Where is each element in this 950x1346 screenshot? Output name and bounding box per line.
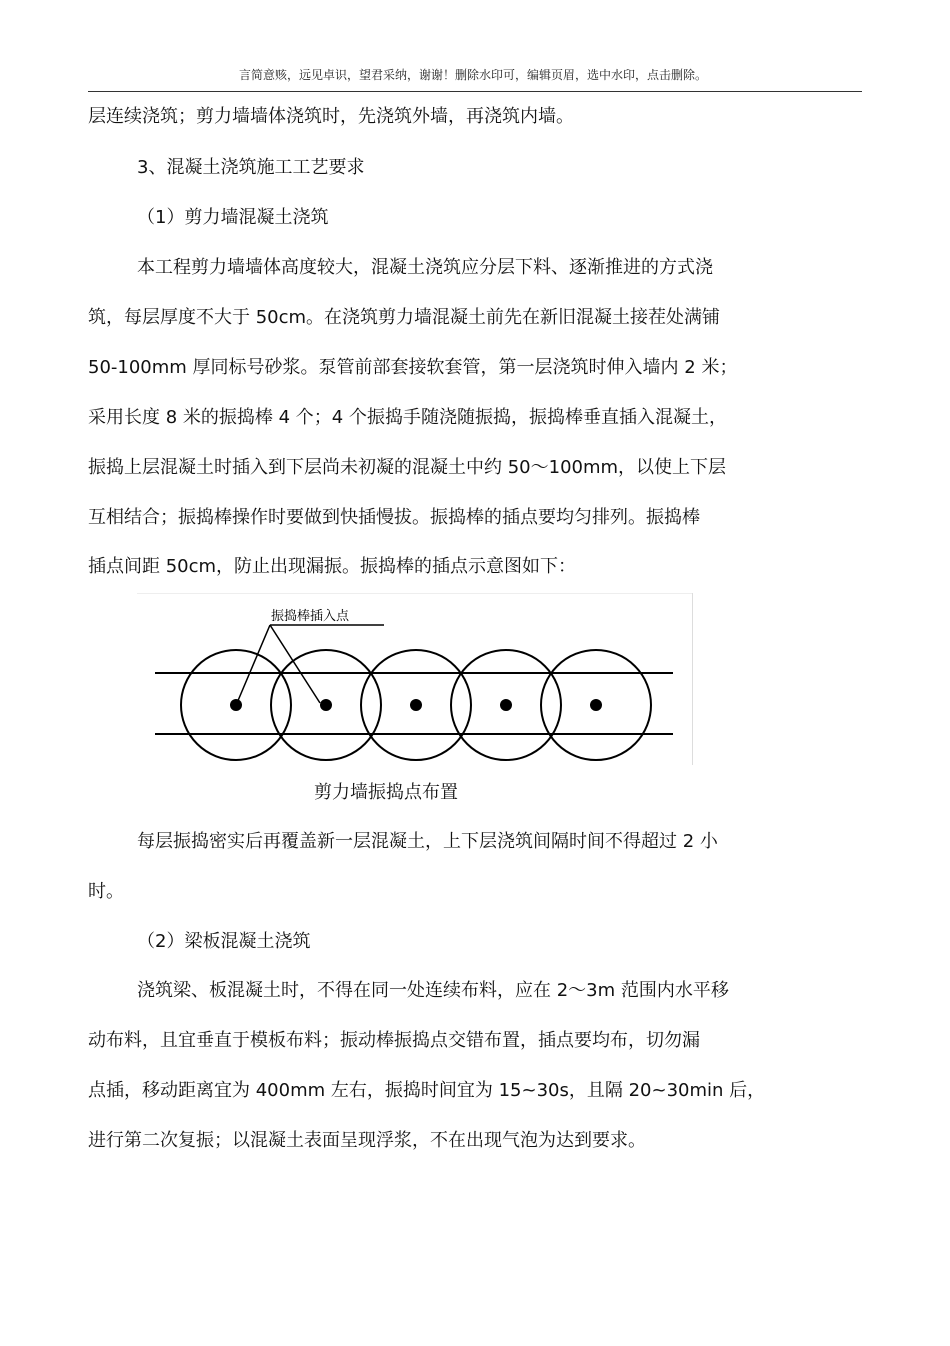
paragraph-line: 层连续浇筑；剪力墙墙体浇筑时，先浇筑外墙，再浇筑内墙。	[88, 106, 574, 127]
paragraph-line: 进行第二次复振；以混凝土表面呈现浮浆，不在出现气泡为达到要求。	[88, 1130, 646, 1151]
paragraph-line: 点插，移动距离宜为 400mm 左右，振捣时间宜为 15~30s，且隔 20~30min 后，	[88, 1080, 766, 1101]
paragraph-line: 振捣上层混凝土时插入到下层尚未初凝的混凝土中约 50～100mm，以使上下层	[88, 457, 727, 478]
paragraph-line: 动布料，且宜垂直于模板布料；振动棒振捣点交错布置，插点要均布，切勿漏	[88, 1030, 700, 1051]
section-heading: 3、混凝土浇筑施工工艺要求	[137, 157, 365, 178]
leader-line-2	[270, 625, 320, 703]
diagram-svg	[137, 593, 693, 765]
paragraph-line: 采用长度 8 米的振捣棒 4 个；4 个振捣手随浇随振捣，振捣棒垂直插入混凝土，	[88, 407, 727, 428]
subsection-heading: （1）剪力墙混凝土浇筑	[137, 207, 329, 228]
header-divider	[88, 91, 862, 92]
paragraph-line: 时。	[88, 881, 124, 902]
paragraph-line: 50-100mm 厚同标号砂浆。泵管前部套接软套管，第一层浇筑时伸入墙内 2 米；	[88, 357, 738, 378]
paragraph-line: 每层振捣密实后再覆盖新一层混凝土，上下层浇筑间隔时间不得超过 2 小	[137, 831, 718, 852]
paragraph-line: 本工程剪力墙墙体高度较大，混凝土浇筑应分层下料、逐渐推进的方式浇	[137, 257, 713, 278]
insertion-point-dot	[590, 699, 602, 711]
diagram-label: 振捣棒插入点	[271, 609, 350, 624]
leader-line-1	[237, 625, 270, 703]
paragraph-line: 互相结合；振捣棒操作时要做到快插慢拔。振捣棒的插点要均匀排列。振捣棒	[88, 507, 700, 528]
insertion-point-dot	[410, 699, 422, 711]
page-header: 言简意赅，远见卓识，望君采纳，谢谢！删除水印可，编辑页眉，选中水印，点击删除。	[238, 68, 707, 82]
insertion-point-dot	[230, 699, 242, 711]
paragraph-line: 浇筑梁、板混凝土时，不得在同一处连续布料，应在 2～3m 范围内水平移	[137, 980, 729, 1001]
insertion-point-dot	[320, 699, 332, 711]
vibration-point-diagram	[137, 593, 693, 765]
paragraph-line: 插点间距 50cm，防止出现漏振。振捣棒的插点示意图如下：	[88, 556, 577, 577]
subsection-heading: （2）梁板混凝土浇筑	[137, 931, 311, 952]
insertion-point-dot	[500, 699, 512, 711]
figure-caption: 剪力墙振捣点布置	[314, 782, 458, 803]
paragraph-line: 筑，每层厚度不大于 50cm。在浇筑剪力墙混凝土前先在新旧混凝土接茬处满铺	[88, 307, 721, 328]
